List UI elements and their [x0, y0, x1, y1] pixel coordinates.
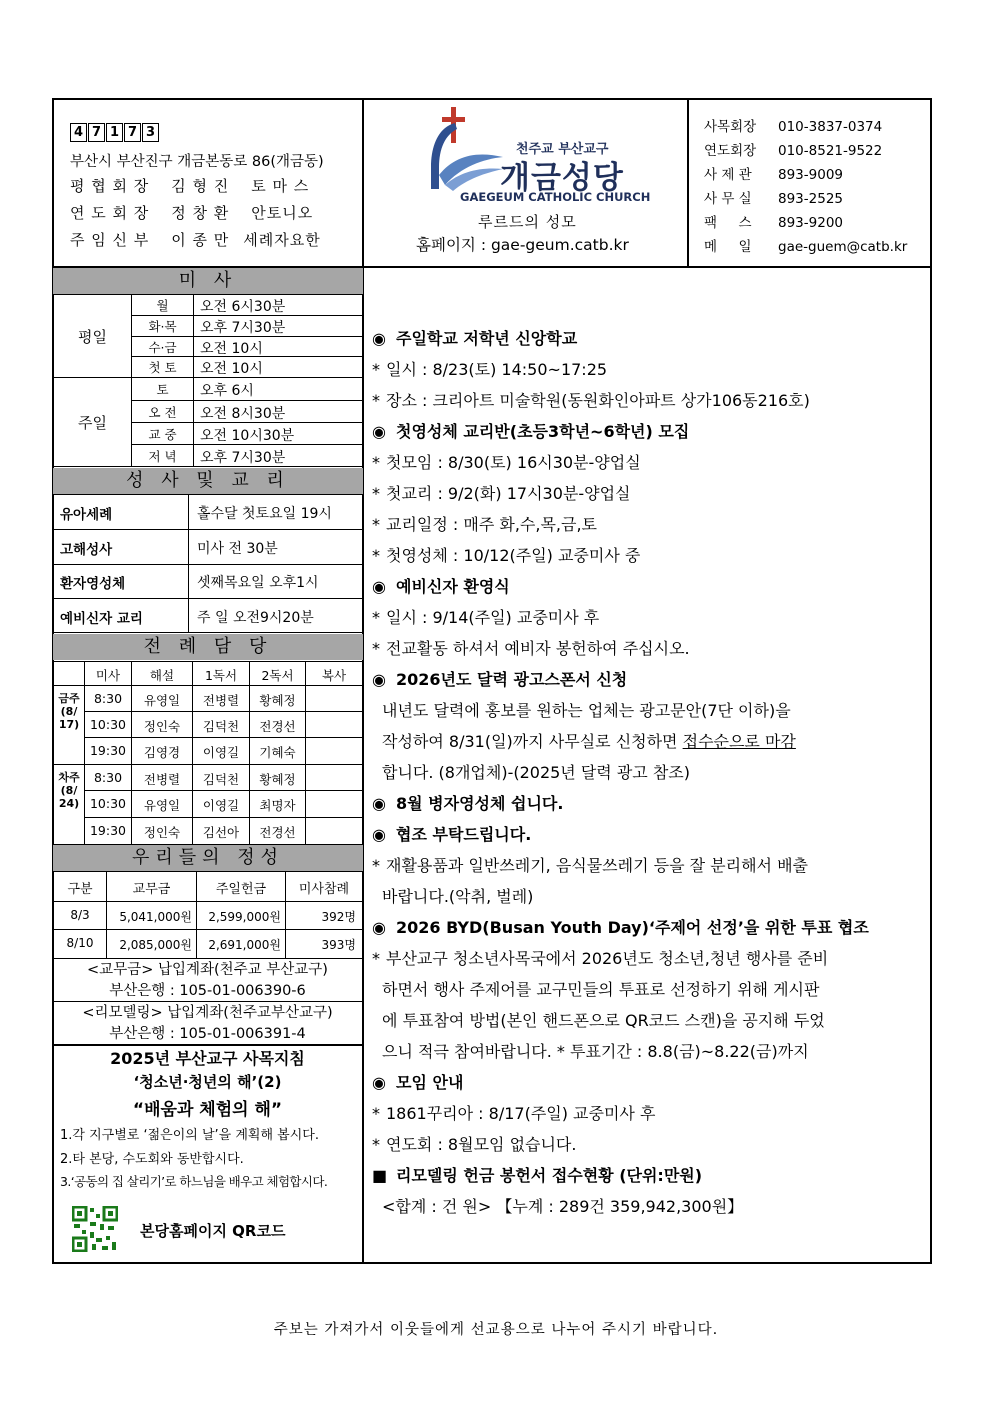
offering-cell: 392명 — [321, 910, 356, 924]
logo-church-name: 개금성당 — [500, 160, 624, 196]
liturgy-cell: 정인숙 — [143, 825, 181, 840]
sacrament-value: 셋째목요일 오후1시 — [197, 575, 319, 591]
qr-code-icon — [72, 1206, 118, 1252]
mass-time: 오후 7시30분 — [200, 450, 286, 466]
notice-item — [382, 1196, 743, 1218]
contact-row: 메 일 gae-guem@catb.kr — [704, 239, 908, 255]
notice-item — [372, 638, 690, 660]
notice-text: 일시 : 8/23(토) 14:50~17:25 — [386, 360, 608, 379]
zip-digit: 7 — [88, 123, 105, 142]
notice-heading — [372, 1165, 702, 1187]
liturgy-cell: 이영길 — [202, 745, 240, 760]
mass-day: 수·금 — [148, 340, 177, 355]
rule — [53, 661, 362, 662]
rule — [53, 871, 362, 872]
zip-digit: 3 — [142, 123, 159, 142]
bullet-icon: * — [372, 453, 380, 472]
sacrament-label: 고해성사 — [60, 542, 113, 558]
rule — [53, 294, 362, 295]
guideline-motto: “배움과 체험의 해” — [132, 1100, 283, 1120]
sacrament-label: 환자영성체 — [60, 576, 126, 592]
rule — [84, 711, 362, 712]
church-logo-icon — [425, 105, 505, 195]
mass-day: 오 전 — [148, 405, 177, 420]
zip-digit: 4 — [70, 123, 87, 142]
notice-text: 교리일정 : 매주 화,수,목,금,토 — [386, 515, 598, 534]
mass-time: 오전 6시30분 — [200, 299, 286, 315]
account-number: 부산은행 : 105-01-006391-4 — [109, 1026, 306, 1042]
liturgy-cell: 전병렬 — [143, 772, 181, 787]
footer-note: 주보는 가져가서 이웃들에게 선교용으로 나누어 주시기 바랍니다. — [273, 1322, 719, 1338]
notice-heading — [372, 421, 689, 443]
offering-header: 주일헌금 — [215, 882, 267, 897]
sunday-label: 주일 — [78, 414, 107, 432]
notice-item — [372, 452, 641, 474]
notice-text: 1861꾸리아 : 8/17(주일) 교중미사 후 — [386, 1104, 656, 1123]
notice-item — [372, 514, 597, 536]
notice-mark-icon: ◉ — [372, 918, 386, 937]
offering-header: 교무금 — [132, 882, 171, 897]
mass-day: 첫 토 — [148, 360, 177, 375]
notice-item — [382, 762, 690, 784]
mass-time: 오전 10시 — [200, 341, 263, 357]
contact-row: 사 무 실 893-2525 — [704, 191, 843, 207]
sacrament-value: 홀수달 첫토요일 19시 — [197, 506, 332, 522]
offering-cell: 8/3 — [70, 908, 90, 922]
liturgy-cell: 전경선 — [259, 719, 296, 734]
bullet-icon: * — [372, 856, 380, 875]
bullet-icon: * — [372, 949, 380, 968]
offering-header: 구분 — [67, 882, 93, 897]
notice-item — [372, 1134, 576, 1156]
notice-text: 장소 : 크리아트 미술학원(동원화인아파트 상가106동216호) — [386, 391, 810, 410]
liturgy-cell: 정인숙 — [143, 719, 181, 734]
notice-text: 첫모임 : 8/30(토) 16시30분-양업실 — [386, 453, 641, 472]
sacrament-label: 예비신자 교리 — [60, 611, 143, 627]
rule — [53, 958, 362, 959]
contact-row: 팩 스 893-9200 — [704, 215, 843, 231]
liturgy-cell: 전병렬 — [202, 693, 240, 708]
offering-cell: 2,599,000원 — [208, 910, 281, 924]
notice-heading — [372, 793, 563, 815]
liturgy-header: 복사 — [321, 668, 347, 683]
offering-header: 미사참례 — [298, 882, 350, 897]
notice-mark-icon: ◉ — [372, 422, 386, 441]
account-number: 부산은행 : 105-01-006390-6 — [109, 983, 306, 999]
offering-cell: 5,041,000원 — [119, 910, 192, 924]
account-line: <리모델링> 납입계좌(천주교부산교구) — [82, 1005, 333, 1021]
bullet-icon: * — [372, 608, 380, 627]
guideline-item: 1.각 지구별로 ‘젊은이의 날’을 계획해 봅시다. — [60, 1128, 319, 1143]
notice-mark-icon: ■ — [372, 1166, 388, 1185]
mass-time: 오전 10시 — [200, 361, 263, 377]
contact-row: 사목회장 010-3837-0374 — [704, 119, 883, 135]
mass-time: 오후 6시 — [200, 383, 254, 399]
notice-item — [372, 1103, 655, 1125]
notice-text: 내년도 달력에 홍보를 원하는 업체는 광고문안(7단 이하)을 — [382, 701, 791, 720]
rule — [53, 685, 362, 686]
liturgy-cell: 전경선 — [259, 825, 296, 840]
notice-item — [382, 886, 533, 908]
rule — [53, 529, 362, 530]
notice-item — [372, 948, 828, 970]
contact-row: 사 제 관 893-9009 — [704, 167, 843, 183]
account-line: <교무금> 납입계좌(천주교 부산교구) — [87, 962, 328, 978]
bullet-icon: * — [372, 360, 380, 379]
sacrament-label: 유아세례 — [60, 507, 113, 523]
officer-row: 주 임 신 부 이 종 만 세례자요한 — [70, 231, 321, 249]
notice-text: 하면서 행사 주제어를 교구민들의 투표로 선정하기 위해 게시판 — [382, 980, 820, 999]
liturgy-cell: 황혜정 — [259, 693, 296, 708]
notice-mark-icon: ◉ — [372, 794, 386, 813]
bullet-icon: * — [372, 391, 380, 410]
rule — [53, 1001, 362, 1002]
notice-item — [372, 390, 810, 412]
mass-time: 오전 10시30분 — [200, 428, 295, 444]
notice-heading — [372, 328, 577, 350]
zip-digit: 7 — [124, 123, 141, 142]
notice-item — [372, 607, 599, 629]
notice-mark-icon: ◉ — [372, 329, 386, 348]
mass-day: 교 중 — [148, 427, 177, 442]
liturgy-header: 2독서 — [261, 668, 294, 683]
notice-mark-icon: ◉ — [372, 577, 386, 596]
rule — [53, 564, 362, 565]
rule — [53, 598, 362, 599]
notice-text: 연도회 : 8월모임 없습니다. — [386, 1135, 577, 1154]
notice-text: 2026년도 달력 광고스폰서 신청 — [396, 670, 628, 689]
notice-text: 첫영성체 : 10/12(주일) 교중미사 중 — [386, 546, 641, 565]
notice-item — [372, 545, 640, 567]
rule — [53, 494, 362, 495]
liturgy-cell: 김선아 — [202, 825, 240, 840]
liturgy-cell: 김영경 — [143, 745, 181, 760]
notice-text: 부산교구 청소년사목국에서 2026년도 청소년,청년 행사를 준비 — [386, 949, 829, 968]
notice-mark-icon: ◉ — [372, 825, 386, 844]
rule — [53, 764, 362, 765]
notice-text: 모임 안내 — [396, 1073, 464, 1092]
notice-item — [382, 1010, 825, 1032]
liturgy-heading: 전 례 담 당 — [53, 634, 363, 660]
notice-item — [382, 1041, 809, 1063]
notice-heading — [372, 669, 627, 691]
rule — [53, 929, 362, 930]
notice-mark-icon: ◉ — [372, 670, 386, 689]
offering-heading: 우리들의 정성 — [53, 845, 363, 871]
notice-item — [372, 483, 630, 505]
sacrament-value: 미사 전 30분 — [197, 541, 278, 557]
offering-cell: 393명 — [321, 938, 356, 952]
bullet-icon: * — [372, 1104, 380, 1123]
notice-text: 주일학교 저학년 신앙학교 — [396, 329, 578, 348]
weekday-label: 평일 — [78, 328, 107, 346]
notice-item — [372, 855, 808, 877]
rule — [131, 400, 362, 401]
liturgy-cell: 유영일 — [143, 798, 181, 813]
bullet-icon: * — [372, 484, 380, 503]
liturgy-cell: 유영일 — [143, 693, 181, 708]
mass-day: 월 — [156, 298, 169, 313]
guideline-item: 2.타 본당, 수도회와 동반합시다. — [60, 1152, 244, 1167]
header-divider — [687, 99, 689, 266]
liturgy-header: 미사 — [95, 668, 121, 683]
offering-cell: 2,691,000원 — [208, 938, 281, 952]
logo-diocese: 천주교 부산교구 — [516, 142, 609, 157]
mass-day: 화·목 — [148, 319, 177, 334]
rule — [53, 901, 362, 902]
homepage: 홈페이지 : gae-geum.catb.kr — [416, 236, 629, 254]
bullet-icon: * — [372, 546, 380, 565]
rule — [84, 737, 362, 738]
zip-code — [70, 121, 160, 142]
rule — [53, 632, 362, 633]
notice-heading — [372, 576, 510, 598]
bullet-icon: * — [372, 515, 380, 534]
sacrament-value: 주 일 오전9시20분 — [197, 610, 314, 626]
contact-row: 연도회장 010-8521-9522 — [704, 143, 883, 159]
notice-mark-icon: ◉ — [372, 1073, 386, 1092]
notice-text: 전교활동 하셔서 예비자 봉헌하여 주십시오. — [386, 639, 690, 658]
guideline-item: 3.‘공동의 집 살리기’로 하느님을 배우고 체험합시다. — [60, 1174, 328, 1189]
liturgy-cell: 김덕천 — [202, 719, 240, 734]
notice-item — [372, 359, 607, 381]
notice-item — [382, 700, 791, 722]
liturgy-cell: 19:30 — [89, 743, 127, 758]
logo-english-name: GAEGEUM CATHOLIC CHURCH — [460, 190, 651, 204]
notice-text: 재활용품과 일반쓰레기, 음식물쓰레기 등을 잘 분리해서 배출 — [386, 856, 809, 875]
notice-text: 합니다. (8개업체)-(2025년 달력 광고 참조) — [382, 763, 690, 782]
zip-digit: 1 — [106, 123, 123, 142]
mass-time: 오후 7시30분 — [200, 320, 286, 336]
rule — [188, 494, 189, 632]
offering-cell: 2,085,000원 — [119, 938, 192, 952]
notice-text: 협조 부탁드립니다. — [396, 825, 532, 844]
liturgy-cell: 기혜숙 — [259, 745, 296, 760]
notice-text: 바랍니다.(악취, 벌레) — [382, 887, 534, 906]
notice-text: 작성하여 8/31(일)까지 사무실로 신청하면 — [382, 732, 683, 751]
notice-text: 첫영성체 교리반(초등3학년~6학년) 모집 — [396, 422, 690, 441]
notice-text: 으니 적극 참여바랍니다. * 투표기간 : 8.8(금)~8.22(금)까지 — [382, 1042, 809, 1061]
notice-text: <합계 : 건 원> 【누계 : 289건 359,942,300원】 — [382, 1197, 744, 1216]
liturgy-cell: 8:30 — [93, 770, 123, 785]
notice-text: 리모델링 헌금 봉헌서 접수현황 (단위:만원) — [396, 1166, 703, 1185]
notice-underlined: 접수순으로 마감 — [682, 732, 796, 751]
patron: 루르드의 성모 — [478, 213, 577, 231]
mass-time: 오전 8시30분 — [200, 406, 286, 422]
liturgy-week-label: 차주(8/24) — [58, 771, 80, 810]
notice-text: 8월 병자영성체 쉽니다. — [396, 794, 564, 813]
offering-cell: 8/10 — [66, 936, 94, 950]
qr-label: 본당홈페이지 QR코드 — [140, 1222, 286, 1240]
rule — [84, 790, 362, 791]
notice-item — [382, 731, 796, 753]
officer-row: 연 도 회 장 정 창 환 안토니오 — [70, 204, 314, 222]
mass-heading: 미 사 — [53, 268, 363, 294]
notice-text: 예비신자 환영식 — [396, 577, 510, 596]
notice-item — [382, 979, 819, 1001]
notice-text: 에 투표참여 방법(본인 핸드폰으로 QR코드 스캔)을 공지해 두었 — [382, 1011, 825, 1030]
sacraments-heading: 성 사 및 교 리 — [53, 468, 363, 494]
liturgy-cell: 이영길 — [202, 798, 240, 813]
guideline-title: 2025년 부산교구 사목지침 — [110, 1049, 305, 1068]
liturgy-header: 1독서 — [204, 668, 238, 683]
mass-day: 저 녁 — [148, 449, 177, 464]
rule — [84, 817, 362, 818]
liturgy-week-label: 금주(8/17) — [58, 692, 80, 731]
notice-text: 2026 BYD(Busan Youth Day)‘주제어 선정’을 위한 투표 협조 — [396, 918, 869, 937]
liturgy-header: 해설 — [149, 668, 175, 683]
officer-row: 평 협 회 장 김 형 진 토 마 스 — [70, 177, 310, 195]
liturgy-cell: 황혜정 — [259, 772, 296, 787]
notice-heading — [372, 824, 531, 846]
liturgy-cell: 19:30 — [89, 823, 127, 838]
mass-day: 토 — [156, 382, 169, 397]
rule — [193, 294, 194, 466]
liturgy-cell: 10:30 — [89, 717, 127, 732]
notice-text: 첫교리 : 9/2(화) 17시30분-양업실 — [386, 484, 631, 503]
liturgy-cell: 김덕천 — [202, 772, 240, 787]
notice-text: 일시 : 9/14(주일) 교중미사 후 — [386, 608, 600, 627]
bullet-icon: * — [372, 1135, 380, 1154]
notice-heading — [372, 1072, 463, 1094]
liturgy-cell: 10:30 — [89, 796, 127, 811]
notice-heading — [372, 917, 869, 939]
guideline-subtitle: ‘청소년·청년의 해’(2) — [133, 1073, 282, 1091]
address: 부산시 부산진구 개금본동로 86(개금동) — [70, 154, 324, 170]
liturgy-cell: 8:30 — [93, 691, 123, 706]
bullet-icon: * — [372, 639, 380, 658]
liturgy-cell: 최명자 — [259, 798, 296, 813]
